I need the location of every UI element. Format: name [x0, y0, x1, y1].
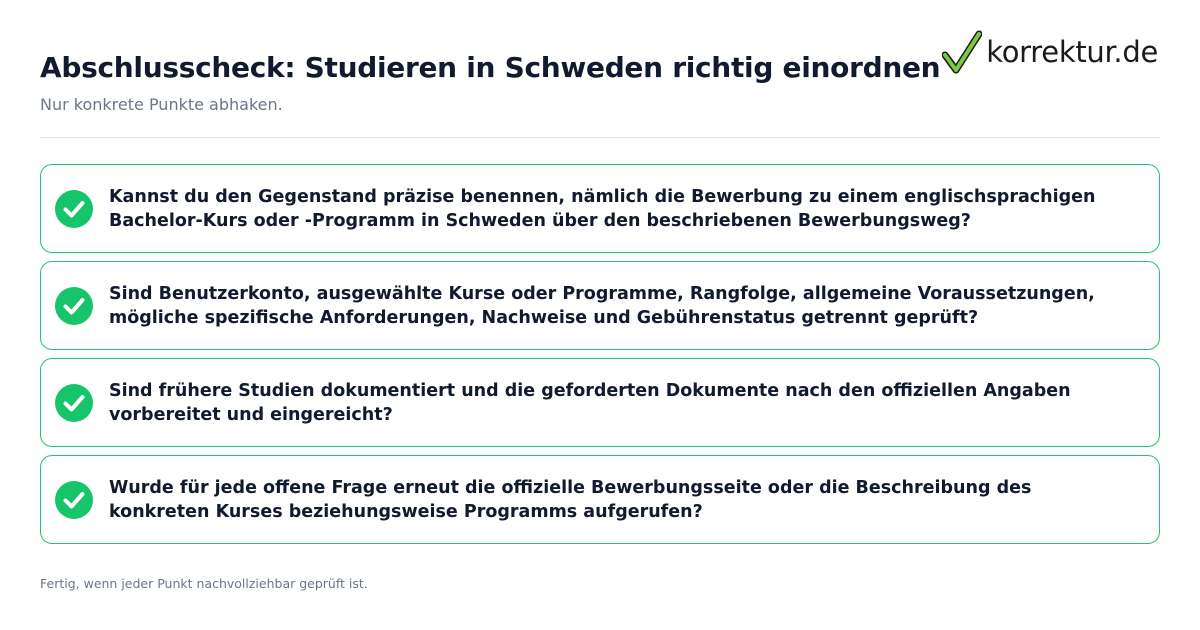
check-circle-icon: [55, 481, 93, 519]
footer-note: Fertig, wenn jeder Punkt nachvollziehbar geprüft ist.: [40, 576, 368, 591]
checklist-item: [40, 261, 1160, 350]
page-title: Abschlusscheck: Studieren in Schweden richtig einordnen: [40, 51, 941, 84]
checklist: [40, 164, 1160, 552]
checklist-item-text: Sind frühere Studien dokumentiert und die geforderten Dokumente nach den offiziellen Angaben vorbereitet und eingereicht?: [109, 380, 1071, 425]
check-circle-icon: [55, 384, 93, 422]
checklist-item: [40, 455, 1160, 544]
checkmark-icon: [942, 30, 982, 74]
page-subtitle: Nur konkrete Punkte abhaken.: [40, 95, 283, 114]
checklist-item: [40, 358, 1160, 447]
checklist-item-text: Kannst du den Gegenstand präzise benennen, nämlich die Bewerbung zu einem englischsprachigen Bachelor-Kurs oder -Programm in Schweden über den beschriebenen Bewerbungsweg?: [109, 186, 1096, 231]
brand-name: korrektur.de: [986, 35, 1158, 69]
checklist-item-text: Wurde für jede offene Frage erneut die offizielle Bewerbungsseite oder die Beschreibung des konkreten Kurses beziehungsweise Programms aufgerufen?: [109, 477, 1032, 522]
checklist-item-text: Sind Benutzerkonto, ausgewählte Kurse oder Programme, Rangfolge, allgemeine Voraussetzungen, mögliche spezifische Anforderungen, Nachweise und Gebührenstatus getrennt geprüft?: [109, 283, 1095, 328]
check-circle-icon: [55, 287, 93, 325]
page-header: [40, 50, 941, 116]
check-circle-icon: [55, 190, 93, 228]
checklist-item: [40, 164, 1160, 253]
brand-logo: [942, 28, 1158, 76]
header-divider: [40, 137, 1160, 138]
